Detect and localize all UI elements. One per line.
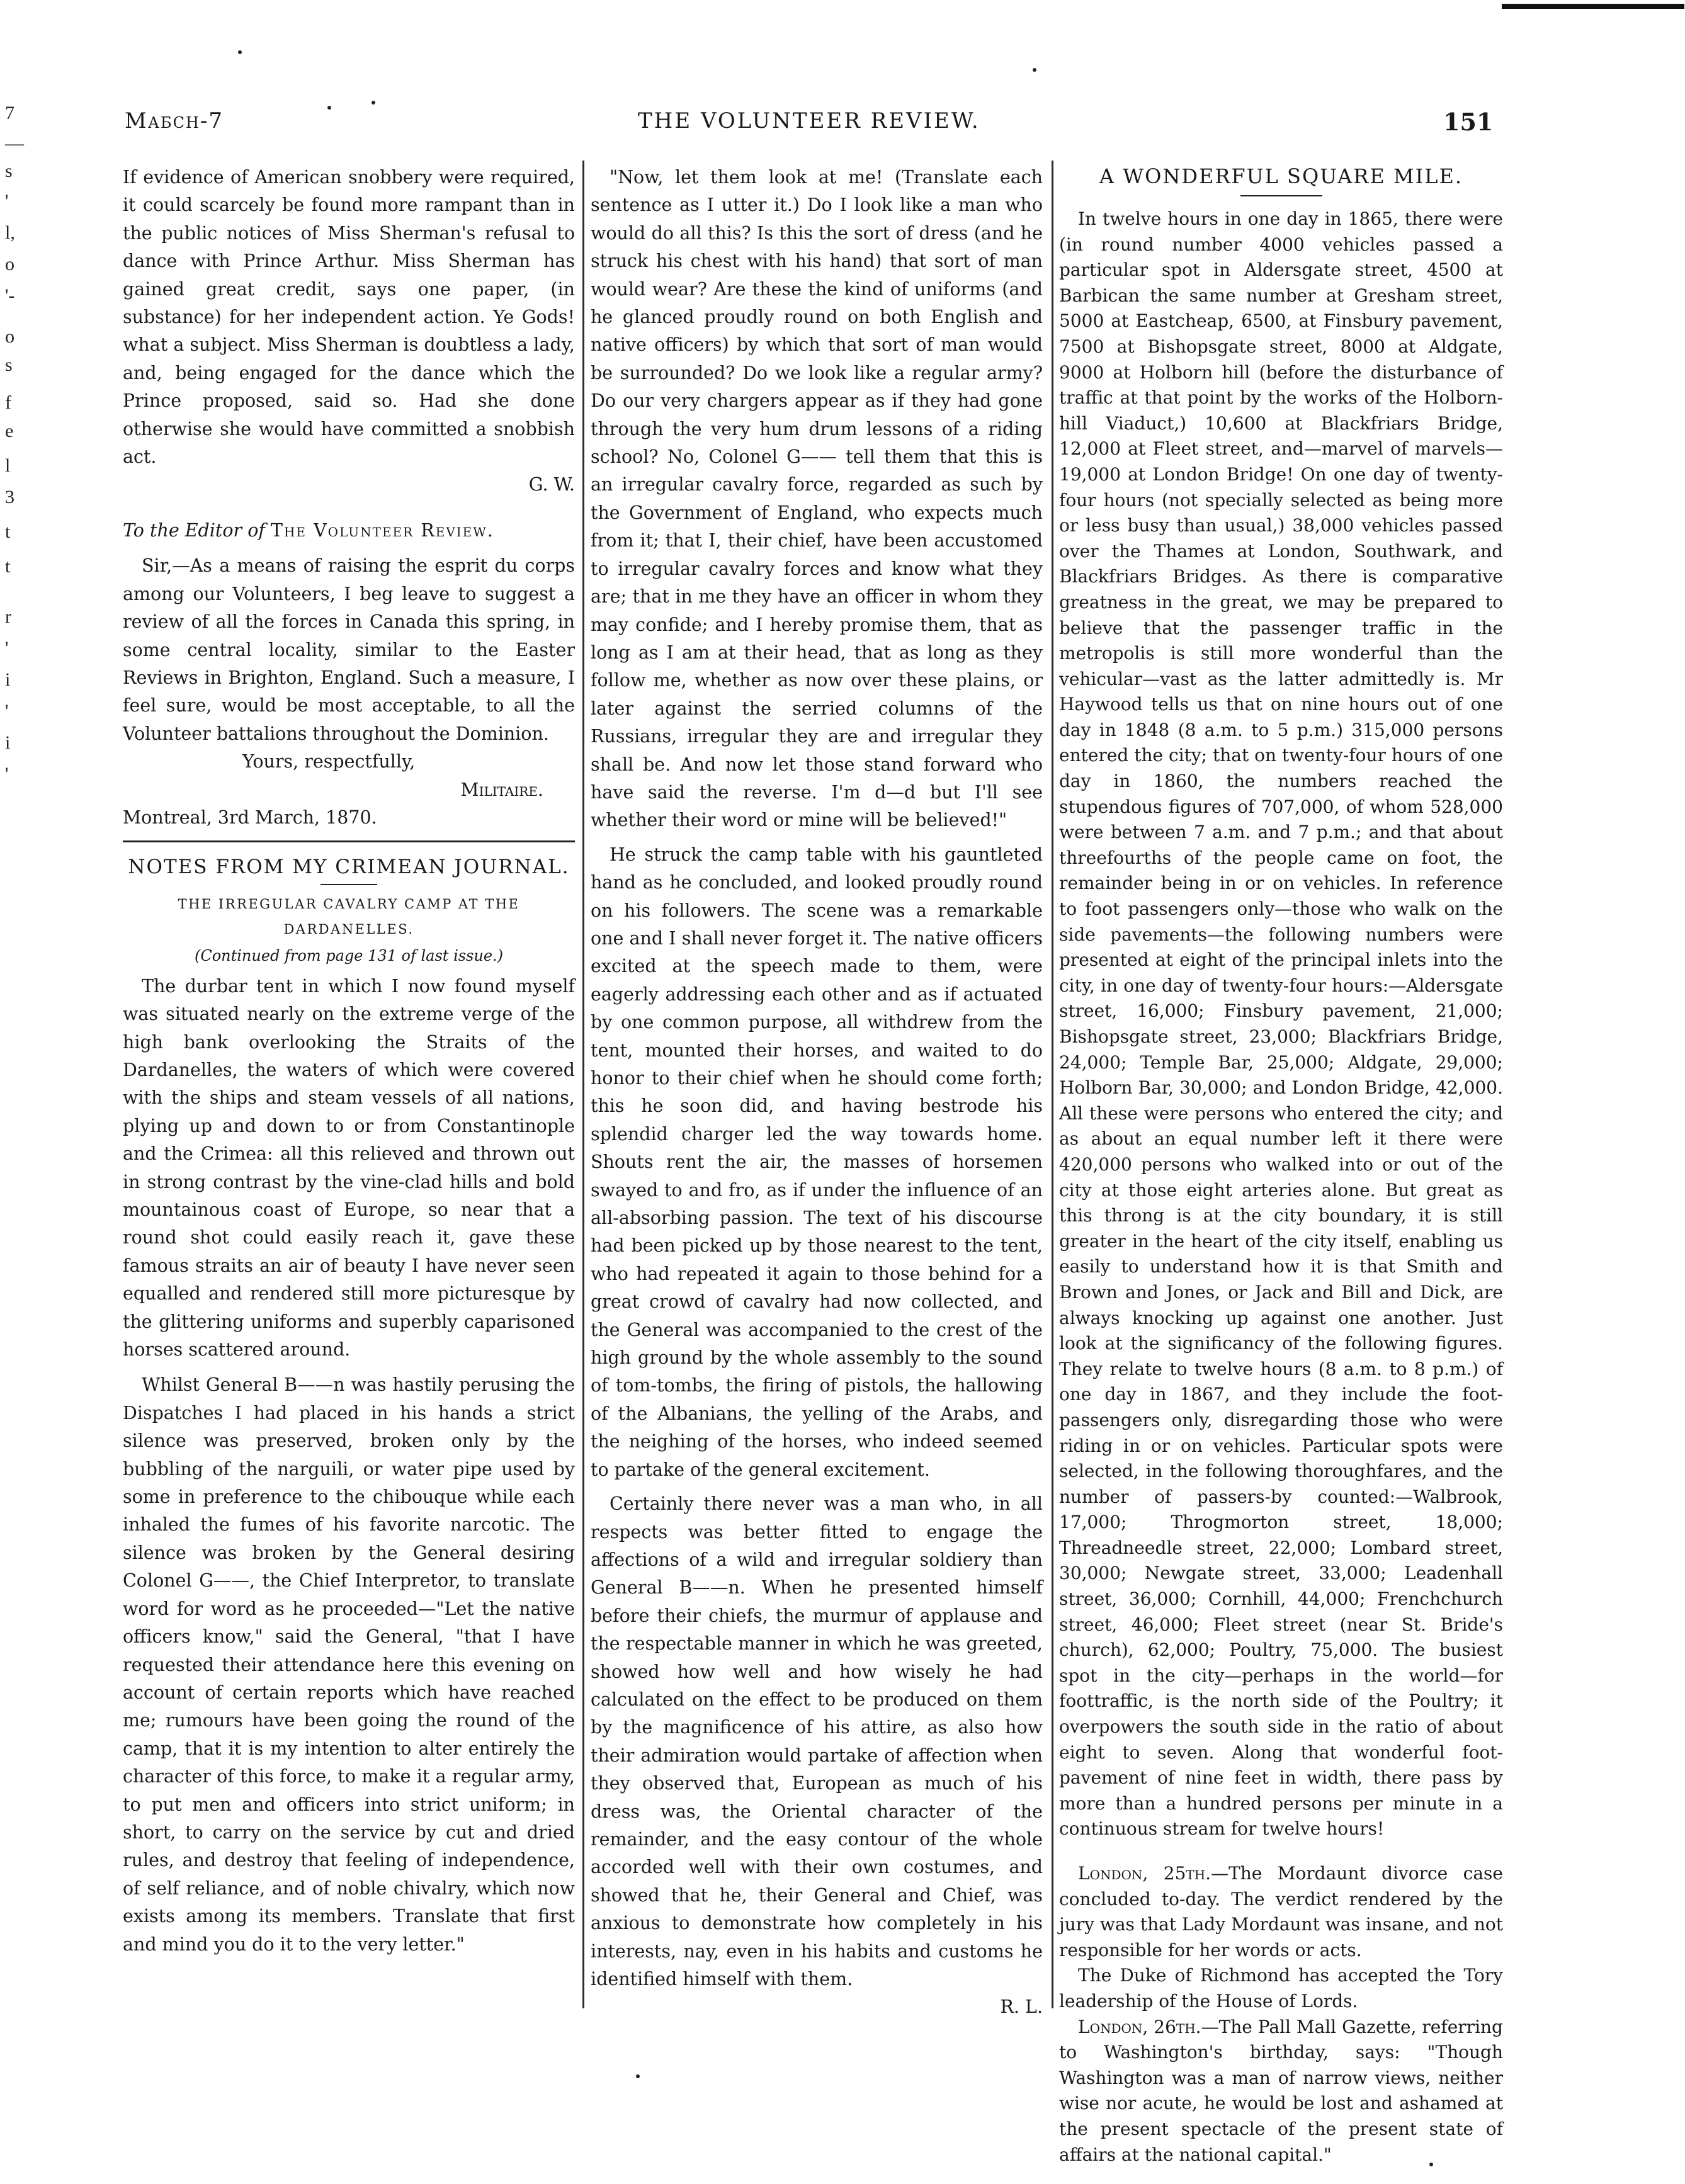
notes-subtitle-line2: DARDANELLES. [283,922,414,937]
margin-fragment: l, [5,222,15,243]
margin-fragment: ' [5,701,9,721]
margin-fragment: — [5,133,24,154]
header-publication-title: THE VOLUNTEER REVIEW. [638,108,980,133]
news-mordaunt-text: —The Mordaunt divorce case concluded to-day. The verdict rendered by the jury was that Lady Mordaunt was insane, and not responsible for her words or acts. [1059,1863,1503,1961]
notes-paragraph-1: The durbar tent in which I now found myself was situated nearly on the extreme verge of the high bank overlooking the Straits of the Dardanelles, the waters of which were covered with the ships and steam vessels of all nations, plying up and down to or from Constantinople and the Crimea: all this relieved and thrown out in strong contrast by the vine-clad hills and bold mountainous coast of Europe, so near that a round shot could easily reach it, gave these famous straits an air of beauty I have never seen equalled and rendered still more picturesque by the glittering uniforms and superbly caparisoned horses scattered around. [123,975,575,1361]
news-washington-dateline: London, 26th. [1078,2016,1201,2037]
margin-fragment: f [5,392,11,413]
snobbery-signature [123,471,575,499]
margin-fragment: o [5,326,14,347]
general-paragraph: Certainly there never was a man who, in all respects was better fitted to engage the affections of a wild and irregular soldiery than General B——n. When he presented himself before their chiefs, the murmur of applause and the respectable manner in which he was greeted, showed how well and how wisely he had calculated on the effect to be produced on them by the magnificence of his attire, as also how their admiration would partake of affection when they observed that, European as much of his dress was, the Oriental character of the remainder, and the easy contour of the whole accorded well with their own costumes, and showed that he, their General and Chief, was anxious to demonstrate how completely in his interests, nay, even in his habits and customs he identified himself with them. [591,1493,1043,1989]
letter-heading [123,517,575,545]
letter-place-date: Montreal, 3rd March, 1870. [123,806,377,828]
news-mordaunt-dateline: London, 25th. [1078,1863,1211,1884]
notes-signature-initials: R. L. [1000,1996,1043,2018]
square-mile-title: A WONDERFUL SQUARE MILE. [1099,164,1463,188]
margin-fragment: ' [5,764,9,784]
square-mile-article: In twelve hours in one day in 1865, there were (in round number 4000 vehicles passed a particular spot in Aldersgate street, 4500 at Barbican the same number at Gresham street, 5000 at Eastcheap, 6500, at Finsbury pavement, 7500 at Bishopsgate street, 8000 at Aldgate, 9000 at Holborn hill (before the disturbance of traffic at that point by the works of the Holborn-hill Viaduct,) 10,600 at Blackfriars Bridge, 12,000 at Fleet street, and—marvel of marvels—19,000 at London Bridge! On one day of twenty-four hours (not specially selected as being more or less busy than usual,) 38,000 vehicles passed over the Thames at London, Southwark, and Blackfriars Bridges. As there is comparative greatness in the great, we may be prepared to believe that the passenger traffic in the metropolis is still more wonderful than the vehicular—vast as the latter admittedly is. Mr Haywood tells us that on nine hours out of one day in 1848 (8 a.m. to 5 p.m.) 315,000 persons entered the city; that on twenty-four hours of one day in 1860, the numbers reached the stupendous figures of 707,000, of whom 528,000 were between 7 a.m. and 7 p.m.; and that about threefourths of the people came on foot, the remainder being in or on vehicles. In reference to foot passengers only—those who walk on the side pavements—the following numbers were presented at eight of the principal inlets into the city, in one day of twenty-four hours:—Aldersgate street, 16,000; Finsbury pavement, 21,000; Bishopsgate street, 23,000; Blackfriars Bridge, 24,000; Temple Bar, 25,000; Aldgate, 29,000; Holborn Bar, 30,000; and London Bridge, 42,000. All these were persons who entered the city; and as about an equal number left it there were 420,000 persons who walked into or out of the city at those eight arteries alone. But great as this throng is at the city boundary, it is still greater in the heart of the city itself, enabling us easily to understand how it is that Smith and Brown and Jones, or Jack and Bill and Dick, are always knocking up against one another. Just look at the significancy of the following figures. They relate to twelve hours (8 a.m. to 8 p.m.) of one day in 1867, and they include the foot-passengers only, disregarding those who were riding in or on vehicles. Particular spots were selected, in the following thoroughfares, and the number of passers-by counted:—Walbrook, 17,000; Throgmorton street, 18,000; Threadneedle street, 22,000; Lombard street, 30,000; Newgate street, 33,000; Leadenhall street, 36,000; Cornhill, 44,000; Frenchchurch street, 46,000; Fleet street (near St. Bride's church), 62,000; Poultry, 75,000. The busiest spot in the city—perhaps in the world—for foottraffic, is the north side of the Poultry; it overpowers the south side in the ratio of about eight to seven. Along that wonderful foot-pavement of nine feet in width, there pass by more than a hundred persons per minute in a continuous stream for twelve hours! [1059,208,1503,1840]
margin-fragment: 7 [5,103,14,123]
margin-fragment: t [5,521,11,542]
speck [238,50,242,54]
letter-signature: Militaire. [460,779,543,800]
margin-fragment: o [5,254,14,274]
news-washington-text: —The Pall Mall Gazette, referring to Washington's birthday, says: "Though Washington was a man of narrow views, neither wise nor acute, he would be lost and ashamed at the present spectacle of the present state of affairs at the national capital." [1059,2016,1503,2165]
notes-signature [591,1993,1043,2021]
camp-scene-paragraph: He struck the camp table with his gauntleted hand as he concluded, and looked proudly round on his followers. The scene was a remarkable one and I shall never forget it. The native officers excited at the speech made to them, were eagerly addressing each other and as if actuated by one common purpose, all withdrew from the tent, mounted their horses, and waited to do honor to their chief when he should come forth; this he soon did, and having bestrode his splendid charger led the way towards home. Shouts rent the air, the masses of horsemen swayed to and fro, as if under the influence of an all-absorbing passion. The text of his discourse had been picked up by those nearest to the tent, who had repeated it again to those behind for a great crowd of cavalry had now collected, and the General was accompanied to the crest of the high ground by the whole assembly to the sound of tom-tombs, the firing of pistols, the hallowing of the Albanians, the yelling of the Arabs, and the neighing of the horses, who indeed seemed to partake of the general excitement. [591,844,1043,1480]
speck [372,101,375,105]
top-edge-rule [1502,4,1684,9]
speck [636,2074,640,2078]
margin-fragment: s [5,354,13,375]
section-rule [123,840,575,842]
column-divider-2 [1052,161,1053,2008]
notes-continued: (Continued from page 131 of last issue.) [194,947,504,965]
notes-paragraph-2: Whilst General B——n was hastily perusing the Dispatches I had placed in his hands a strict silence was preserved, broken only by the bubbling of the narguili, or water pipe used by some in preference to the chibouque while each inhaled the fumes of his favorite narcotic. The silence was broken by the General desiring Colonel G——, the Chief Interpretor, to translate word for word as he proceeded—"Let the native officers know," said the General, "that I have requested their attendance here this evening on account of certain reports which have reached me; rumours have been going the round of the camp, that it is my intention to alter entirely the character of this force, to make it a regular army, to put men and officers into strict uniform; in short, to carry on the service by cut and dried rules, and destroy that feeling of independence, of self reliance, and of noble chivalry, which now exists among its members. Translate that first and mind you do it to the very letter." [123,1374,575,1955]
snobbery-paragraph: If evidence of American snobbery were required, it could scarcely be found more rampant than in the public notices of Miss Sherman's refusal to dance with Prince Arthur. Miss Sherman has gained great credit, says one paper, (in substance) for her independent action. Ye Gods! what a subject. Miss Sherman is doubtless a lady, and, being engaged for the dance which the Prince proposed, said so. Had she done otherwise she would have committed a snobbish act. [123,167,575,468]
margin-fragment: l [5,455,11,476]
margin-fragment: 3 [5,487,14,507]
column-divider-1 [582,161,584,2008]
speck [1033,68,1036,72]
speck [1429,2163,1433,2166]
news-washington [1059,2015,1503,2168]
column-3 [1059,164,1503,2168]
header-page-number: 151 [1443,108,1494,136]
news-richmond: The Duke of Richmond has accepted the Tory leadership of the House of Lords. [1059,1965,1503,2011]
letter-body: Sir,—As a means of raising the esprit du corps among our Volunteers, I beg leave to suggest a review of all the forces in Canada this spring, in some central locality, similar to the Easter Reviews in Brighton, England. Such a measure, I feel sure, would be most acceptable, to all the Volunteer battalions throughout the Dominion. [123,555,575,744]
margin-fragment: e [5,421,14,441]
speck [327,106,331,110]
square-mile-title-rule [1240,195,1322,196]
column-1 [123,164,575,1959]
notes-subtitle-line1: THE IRREGULAR CAVALRY CAMP AT THE [178,897,520,912]
margin-fragment: s [5,161,13,181]
margin-fragment: '- [5,285,15,306]
news-mordaunt [1059,1861,1503,1963]
title-short-rule [321,884,377,885]
margin-fragment: ' [5,638,9,659]
notes-title: NOTES FROM MY CRIMEAN JOURNAL. [128,856,570,879]
letter-heading-prefix: To the Editor of [123,519,271,541]
snobbery-initials: G. W. [528,474,575,495]
margin-fragment: t [5,556,11,577]
speech-paragraph: "Now, let them look at me! (Translate each sentence as I utter it.) Do I look like a man who would do all this? Is this the sort of dress (and he struck his chest with his hand) that sort of man would wear? Are these the kind of uniforms (and he glanced proudly round on both English and native officers) by which that sort of man would be surrounded? Do we look like a regular army? Do our very chargers appear as if they had gone through the very hum drum lessons of a riding school? No, Colonel G—— tell them that this is an irregular cavalry force, regarded as such by the Government of England, who expects much from it; that I, their chief, have been accustomed to irregular cavalry forces and know what they are; that in me they have an officer in whom they may confide; and I hereby promise them, that as long as I am at their head, that as long as they follow me, whether as now over these plains, or later against the serried columns of the Russians, irregular they are and irregular they shall be. And now let those stand forward who have said the reverse. I'm d—d but I'll see whether their word or mine will be believed!" [591,167,1043,831]
margin-fragment: i [5,669,11,690]
letter-closing: Yours, respectfully, [242,751,416,772]
margin-fragment: i [5,732,11,753]
header-date: Mабch-7 [125,108,224,133]
margin-fragment: ' [5,191,9,212]
column-2 [591,164,1043,2022]
letter-heading-paper: The Volunteer Review. [270,519,494,541]
margin-fragment: r [5,606,11,627]
